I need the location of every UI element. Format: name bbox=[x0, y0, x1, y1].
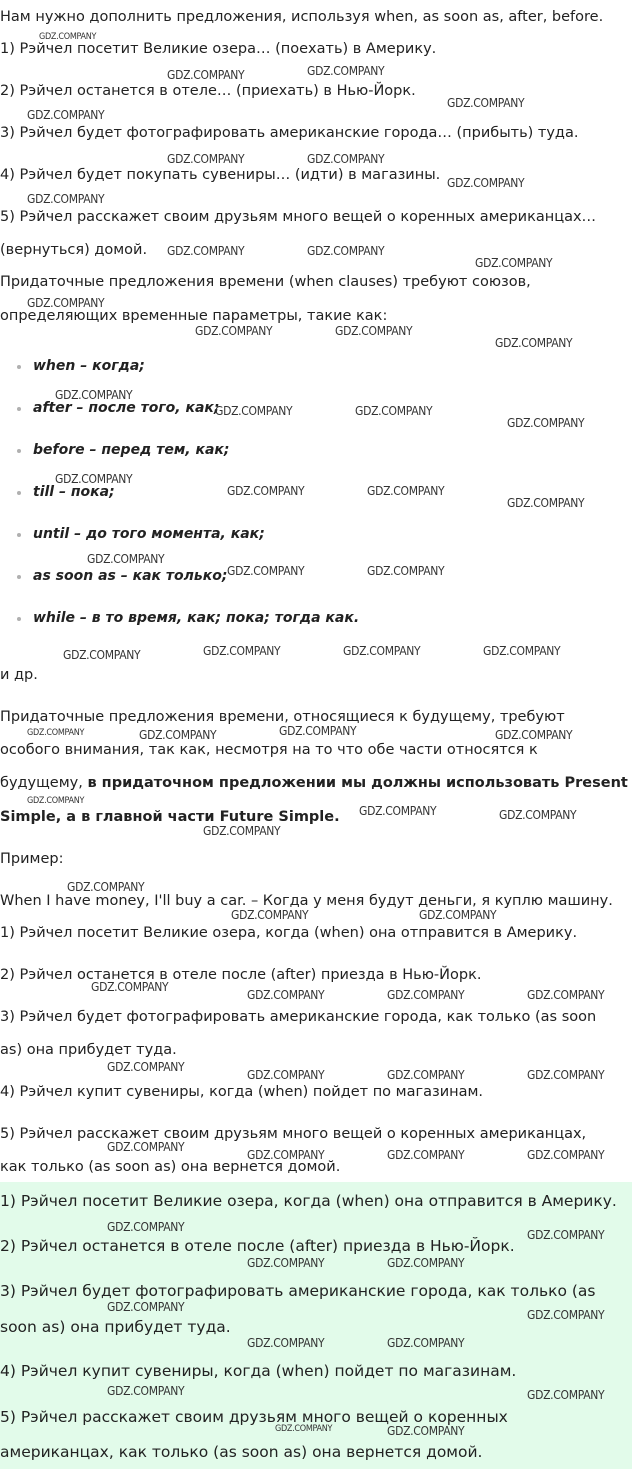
rule-emphasis: Simple, а в главной части Future Simple. bbox=[0, 809, 340, 825]
watermark: GDZ.COMPANY bbox=[231, 908, 309, 922]
watermark: GDZ.COMPANY bbox=[203, 644, 281, 658]
answer-3: 3) Рэйчел будет фотографировать американские города, как только (as bbox=[0, 1282, 596, 1300]
bullet-icon bbox=[17, 575, 21, 579]
watermark: GDZ.COMPANY bbox=[167, 152, 245, 166]
watermark: GDZ.COMPANY bbox=[27, 296, 105, 310]
task-item-5-cont: (вернуться) домой. bbox=[0, 242, 148, 258]
watermark: GDZ.COMPANY bbox=[507, 496, 585, 510]
watermark: GDZ.COMPANY bbox=[387, 1424, 465, 1438]
watermark: GDZ.COMPANY bbox=[387, 1256, 465, 1270]
watermark: GDZ.COMPANY bbox=[343, 644, 421, 658]
watermark: GDZ.COMPANY bbox=[499, 808, 577, 822]
watermark: GDZ.COMPANY bbox=[495, 336, 573, 350]
task-intro: Нам нужно дополнить предложения, используя when, as soon as, after, before. bbox=[0, 9, 604, 25]
watermark: GDZ.COMPANY bbox=[227, 484, 305, 498]
watermark: GDZ.COMPANY bbox=[495, 728, 573, 742]
watermark: GDZ.COMPANY bbox=[387, 1336, 465, 1350]
watermark: GDZ.COMPANY bbox=[67, 880, 145, 894]
watermark: GDZ.COMPANY bbox=[527, 1228, 605, 1242]
task-item-4: 4) Рэйчел будет покупать сувениры… (идти) в магазины. bbox=[0, 167, 441, 183]
watermark: GDZ.COMPANY bbox=[55, 472, 133, 486]
watermark: GDZ.COMPANY bbox=[87, 552, 165, 566]
watermark: GDZ.COMPANY bbox=[27, 192, 105, 206]
watermark: GDZ.COMPANY bbox=[227, 564, 305, 578]
watermark: GDZ.COMPANY bbox=[107, 1140, 185, 1154]
example-sentence: When I have money, I'll buy a car. – Когда у меня будут деньги, я куплю машину. bbox=[0, 893, 613, 909]
task-item-5: 5) Рэйчел расскажет своим друзьям много вещей о коренных американцах… bbox=[0, 209, 597, 225]
task-item-2: 2) Рэйчел останется в отеле… (приехать) в Нью-Йорк. bbox=[0, 83, 416, 99]
watermark: GDZ.COMPANY bbox=[203, 824, 281, 838]
watermark: GDZ.COMPANY bbox=[419, 908, 497, 922]
watermark: GDZ.COMPANY bbox=[91, 980, 169, 994]
watermark: GDZ.COMPANY bbox=[247, 1068, 325, 1082]
watermark: GDZ.COMPANY bbox=[355, 404, 433, 418]
rule-emphasis: в придаточном предложении мы должны использовать Present bbox=[87, 775, 628, 791]
watermark: GDZ.COMPANY bbox=[475, 256, 553, 270]
example-label: Пример: bbox=[0, 851, 64, 867]
watermark: GDZ.COMPANY bbox=[387, 1068, 465, 1082]
watermark: GDZ.COMPANY bbox=[447, 176, 525, 190]
watermark: GDZ.COMPANY bbox=[359, 804, 437, 818]
watermark: GDZ.COMPANY bbox=[247, 1336, 325, 1350]
answer-5: 5) Рэйчел расскажет своим друзьям много вещей о коренных bbox=[0, 1408, 508, 1426]
watermark: GDZ.COMPANY bbox=[307, 64, 385, 78]
watermark: GDZ.COMPANY bbox=[27, 728, 85, 738]
answer-1: 1) Рэйчел посетит Великие озера, когда (when) она отправится в Америку. bbox=[0, 1192, 617, 1210]
watermark: GDZ.COMPANY bbox=[215, 404, 293, 418]
watermark: GDZ.COMPANY bbox=[279, 724, 357, 738]
theory-line-2: определяющих временные параметры, такие как: bbox=[0, 308, 388, 324]
watermark: GDZ.COMPANY bbox=[307, 244, 385, 258]
bullet-icon bbox=[17, 491, 21, 495]
watermark: GDZ.COMPANY bbox=[527, 1068, 605, 1082]
answer-3-cont: as) она прибудет туда. bbox=[0, 1042, 177, 1058]
watermark: GDZ.COMPANY bbox=[247, 988, 325, 1002]
answer-1: 1) Рэйчел посетит Великие озера, когда (when) она отправится в Америку. bbox=[0, 925, 578, 941]
watermark: GDZ.COMPANY bbox=[247, 1256, 325, 1270]
watermark: GDZ.COMPANY bbox=[107, 1384, 185, 1398]
watermark: GDZ.COMPANY bbox=[483, 644, 561, 658]
answer-5-cont: как только (as soon as) она вернется домой. bbox=[0, 1159, 341, 1175]
watermark: GDZ.COMPANY bbox=[55, 388, 133, 402]
watermark: GDZ.COMPANY bbox=[367, 484, 445, 498]
watermark: GDZ.COMPANY bbox=[527, 1308, 605, 1322]
theory-line-1: Придаточные предложения времени (when clauses) требуют союзов, bbox=[0, 274, 531, 290]
answer-3-cont: soon as) она прибудет туда. bbox=[0, 1318, 231, 1336]
watermark: GDZ.COMPANY bbox=[39, 32, 97, 42]
answer-4: 4) Рэйчел купит сувениры, когда (when) пойдет по магазинам. bbox=[0, 1362, 517, 1380]
watermark: GDZ.COMPANY bbox=[387, 988, 465, 1002]
bullet-icon bbox=[17, 449, 21, 453]
watermark: GDZ.COMPANY bbox=[527, 988, 605, 1002]
watermark: GDZ.COMPANY bbox=[27, 796, 85, 806]
watermark: GDZ.COMPANY bbox=[527, 1388, 605, 1402]
watermark: GDZ.COMPANY bbox=[63, 648, 141, 662]
watermark: GDZ.COMPANY bbox=[335, 324, 413, 338]
watermark: GDZ.COMPANY bbox=[107, 1220, 185, 1234]
watermark: GDZ.COMPANY bbox=[107, 1300, 185, 1314]
answer-3: 3) Рэйчел будет фотографировать американские города, как только (as soon bbox=[0, 1009, 597, 1025]
watermark: GDZ.COMPANY bbox=[167, 244, 245, 258]
watermark: GDZ.COMPANY bbox=[307, 152, 385, 166]
future-rule-line-4 bbox=[0, 807, 340, 827]
watermark: GDZ.COMPANY bbox=[527, 1148, 605, 1162]
bullet-icon bbox=[17, 365, 21, 369]
watermark: GDZ.COMPANY bbox=[275, 1424, 333, 1434]
watermark: GDZ.COMPANY bbox=[367, 564, 445, 578]
task-item-1: 1) Рэйчел посетит Великие озера… (поехать) в Америку. bbox=[0, 41, 437, 57]
watermark: GDZ.COMPANY bbox=[447, 96, 525, 110]
answer-5: 5) Рэйчел расскажет своим друзьям много вещей о коренных американцах, bbox=[0, 1126, 587, 1142]
watermark: GDZ.COMPANY bbox=[507, 416, 585, 430]
task-item-3: 3) Рэйчел будет фотографировать американские города… (прибыть) туда. bbox=[0, 125, 579, 141]
watermark: GDZ.COMPANY bbox=[167, 68, 245, 82]
bullet-icon bbox=[17, 407, 21, 411]
answer-4: 4) Рэйчел купит сувениры, когда (when) пойдет по магазинам. bbox=[0, 1084, 484, 1100]
answer-5-cont: американцах, как только (as soon as) она вернется домой. bbox=[0, 1443, 483, 1461]
future-rule-line-2: особого внимания, так как, несмотря на то что обе части относятся к bbox=[0, 742, 538, 758]
watermark: GDZ.COMPANY bbox=[27, 108, 105, 122]
watermark: GDZ.COMPANY bbox=[195, 324, 273, 338]
answer-2: 2) Рэйчел останется в отеле после (after) приезда в Нью-Йорк. bbox=[0, 967, 482, 983]
answer-2: 2) Рэйчел останется в отеле после (after) приезда в Нью-Йорк. bbox=[0, 1237, 515, 1255]
watermark: GDZ.COMPANY bbox=[247, 1148, 325, 1162]
future-rule-line-1: Придаточные предложения времени, относящиеся к будущему, требуют bbox=[0, 709, 565, 725]
bullet-icon bbox=[17, 617, 21, 621]
watermark: GDZ.COMPANY bbox=[107, 1060, 185, 1074]
watermark: GDZ.COMPANY bbox=[139, 728, 217, 742]
watermark: GDZ.COMPANY bbox=[387, 1148, 465, 1162]
bullet-icon bbox=[17, 533, 21, 537]
etc-text: и др. bbox=[0, 667, 38, 683]
future-rule-line-3: будущему, в придаточном предложении мы должны использовать Present bbox=[0, 775, 628, 791]
